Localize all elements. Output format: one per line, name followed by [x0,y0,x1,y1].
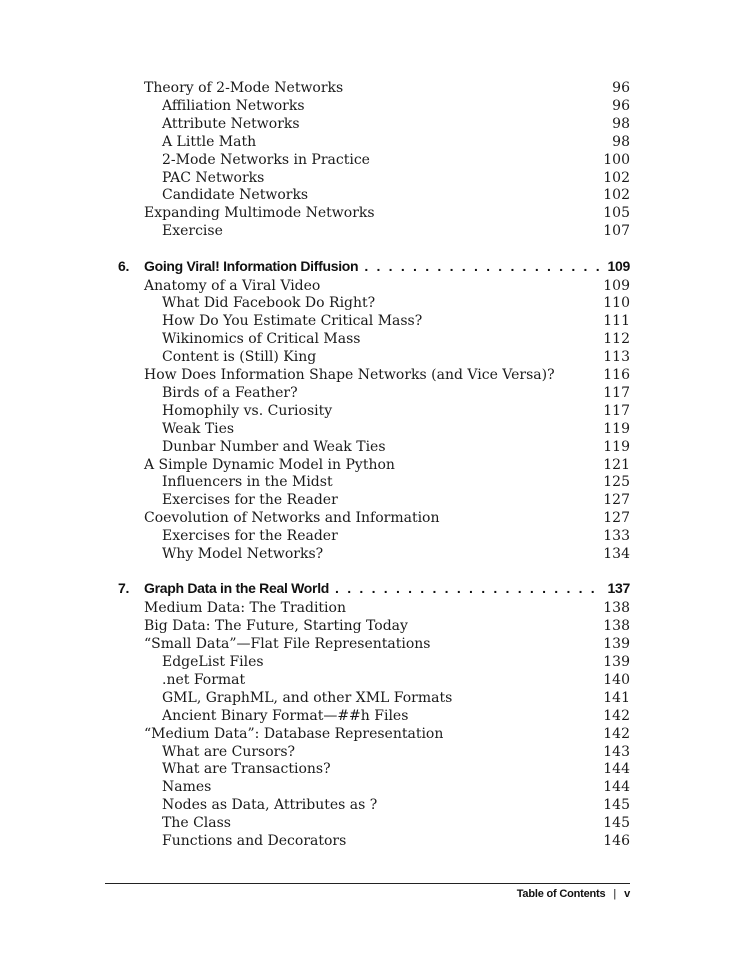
chapter-title: Going Viral! Information Diffusion [144,257,359,274]
toc-entry-title[interactable]: Attribute Networks [162,115,300,132]
chapter-heading[interactable] [118,258,630,278]
toc-entry-title[interactable]: Candidate Networks [162,187,309,204]
toc-entry-title[interactable]: Dunbar Number and Weak Ties [162,438,386,455]
toc-entry-page: 98 [612,115,630,132]
toc-entry-page: 111 [603,313,630,330]
toc-entry-page: 144 [603,761,630,778]
chapter-heading[interactable] [118,580,630,600]
toc-entry-page: 139 [603,654,630,670]
chapter-title: Graph Data in the Real World [144,580,330,597]
toc-entry-title[interactable]: “Medium Data”: Database Representation [144,725,444,742]
toc-entry-title[interactable]: Exercise [162,223,223,240]
toc-entry-title[interactable]: Anatomy of a Viral Video [144,277,321,294]
toc-entry-title[interactable]: What are Transactions? [162,761,331,778]
toc-entry-page: 133 [603,528,630,545]
toc-entry-page: 117 [603,402,630,419]
toc-entry-title[interactable]: .net Format [162,671,246,688]
toc-entry-page: 140 [603,671,630,688]
toc-entry-title[interactable]: What are Cursors? [162,743,296,760]
toc-entry-page: 125 [603,474,630,491]
toc-entry-page: 105 [603,205,630,222]
toc-entry-page: 121 [603,456,630,473]
toc-entry-title[interactable]: Influencers in the Midst [162,474,333,491]
toc-entry-title[interactable]: How Does Information Shape Networks (and Vice Versa)? [144,367,555,383]
toc-entry-title[interactable]: Expanding Multimode Networks [144,205,375,222]
toc-entry-title[interactable]: Exercises for the Reader [162,528,338,545]
toc-entry-page: 96 [612,97,630,114]
chapter-number: 7. [118,580,130,597]
toc-entry-page: 145 [603,815,630,832]
chapter-page-number: 137 [607,580,630,597]
toc-entry-page: 116 [603,367,630,383]
toc-entry-page: 142 [603,707,630,724]
toc-entry-title[interactable]: Affiliation Networks [162,97,305,114]
toc-entry-title[interactable]: How Do You Estimate Critical Mass? [162,313,423,330]
toc-entry-page: 138 [603,600,630,617]
toc-entry-title[interactable]: Functions and Decorators [162,833,347,849]
toc-entry-title[interactable]: “Small Data”—Flat File Representations [144,636,431,653]
toc-entry-title[interactable]: PAC Networks [162,169,265,186]
footer-page-number: v [624,888,630,900]
toc-entry-title[interactable]: Birds of a Feather? [162,384,298,401]
toc-entry-page: 144 [603,779,630,796]
toc-entry-title[interactable]: GML, GraphML, and other XML Formats [162,689,453,706]
toc-entry-page: 119 [603,438,630,455]
toc-entry-page: 145 [603,797,630,814]
toc-entry-page: 113 [603,349,630,366]
toc-entry-title[interactable]: Exercises for the Reader [162,492,338,509]
toc-entry-title[interactable]: Homophily vs. Curiosity [162,402,333,419]
footer-rule [105,883,630,884]
footer-label: Table of Contents [516,888,606,900]
toc-entry-page: 146 [603,833,630,849]
toc-entry-title[interactable]: A Simple Dynamic Model in Python [144,456,395,473]
toc-entry-title[interactable]: Medium Data: The Tradition [144,600,346,617]
toc-entry-title[interactable]: Theory of 2-Mode Networks [144,80,344,96]
toc-entry-title[interactable]: EdgeList Files [162,654,264,670]
toc-entry-page: 134 [603,546,630,562]
toc-entry-title[interactable]: The Class [162,815,231,832]
toc-entry-page: 107 [603,223,630,240]
toc-entry-page: 112 [603,331,630,348]
toc-entry-page: 141 [603,689,630,706]
toc-entry-title[interactable]: Wikinomics of Critical Mass [162,331,361,348]
toc-entry-page: 102 [603,169,630,186]
toc-entry-page: 100 [603,151,630,168]
chapter-page-number: 109 [607,257,630,274]
toc-entry-page: 119 [603,420,630,437]
footer-separator: | [613,888,617,900]
toc-entry-title[interactable]: Coevolution of Networks and Information [144,510,440,527]
toc-entry-page: 127 [603,510,630,527]
chapter-number: 6. [118,257,130,274]
toc-entry-title[interactable]: 2-Mode Networks in Practice [162,151,370,168]
toc-entry-page: 142 [603,725,630,742]
toc-entry-page: 110 [603,295,630,312]
page-footer [517,888,630,900]
toc-entry-title[interactable]: Weak Ties [162,420,235,437]
dot-leader [364,258,601,274]
toc-entry-page: 98 [612,133,630,150]
toc-entry-title[interactable]: Names [162,779,212,796]
toc-entry-page: 143 [603,743,630,760]
toc-entry-title[interactable]: Nodes as Data, Attributes as ? [162,797,378,814]
toc-entry-page: 117 [603,384,630,401]
toc-entry-page: 139 [603,636,630,653]
toc-entry-title[interactable]: Content is (Still) King [162,349,317,366]
toc-entry-page: 127 [603,492,630,509]
toc-entry-title[interactable]: A Little Math [162,133,257,150]
toc-entry-page: 109 [603,277,630,294]
toc-entry-page: 96 [612,80,630,96]
toc-entry-title[interactable]: Why Model Networks? [162,546,324,562]
toc-entry-title[interactable]: Ancient Binary Format—##h Files [162,707,409,724]
toc-entry-page: 102 [603,187,630,204]
dot-leader [335,580,601,596]
toc-entry-title[interactable]: What Did Facebook Do Right? [162,295,376,312]
toc-entry-title[interactable]: Big Data: The Future, Starting Today [144,618,408,635]
toc-entry-page: 138 [603,618,630,635]
